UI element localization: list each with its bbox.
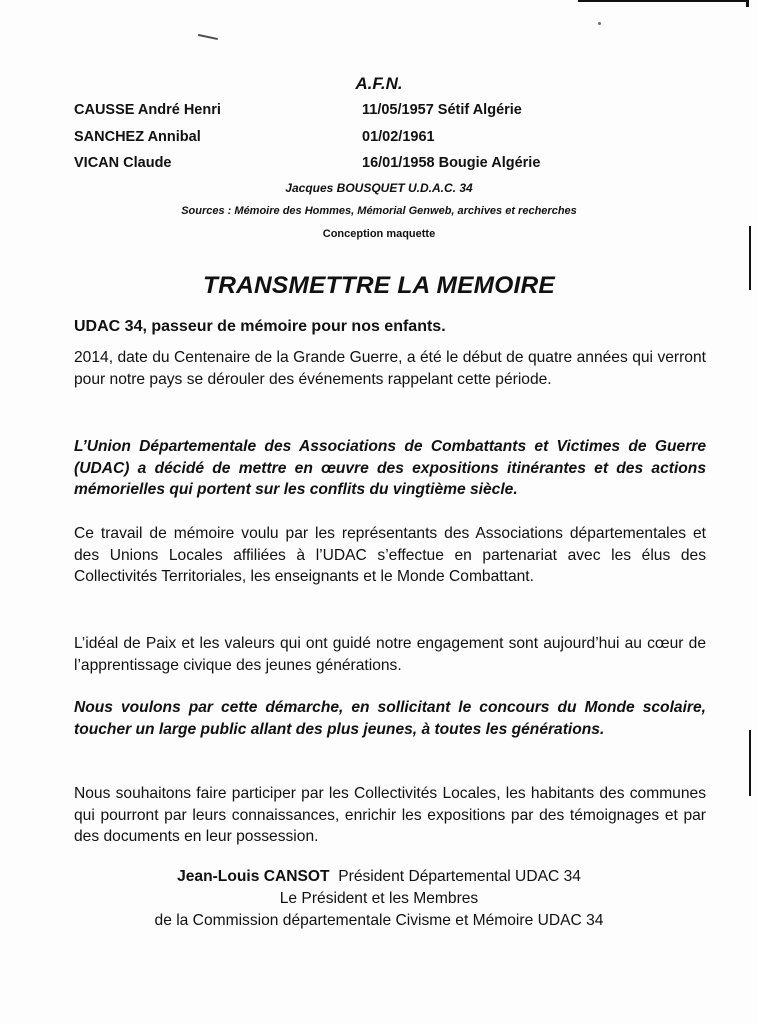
signature-line-3: de la Commission départementale Civisme et Mémoire UDAC 34 bbox=[154, 912, 604, 929]
signature-line-1 bbox=[0, 866, 758, 888]
person-info-2: 01/02/1961 bbox=[362, 129, 435, 145]
person-name-2: SANCHEZ Annibal bbox=[74, 129, 201, 145]
person-info-3: 16/01/1958 Bougie Algérie bbox=[362, 155, 541, 171]
paragraph-6: Nous souhaitons faire participer par les Collectivités Locales, les habitants des communes qui pourront par leurs connaissances, enrichir les expositions par des témoignages et par des documents en leur possession. bbox=[74, 785, 706, 845]
design-credit: Conception maquette bbox=[322, 228, 436, 240]
scan-mark-margin-2 bbox=[749, 730, 751, 796]
section-title: A.F.N. bbox=[355, 74, 403, 93]
sources-credit: Sources : Mémoire des Hommes, Mémorial Genweb, archives et recherches bbox=[181, 205, 577, 217]
paragraph-3: Ce travail de mémoire voulu par les représentants des Associations départementales et des Unions Locales affiliées à l’UDAC s’effectue en partenariat avec les élus des Collectivités Territoriales, les enseignants et le Monde Combattant. bbox=[74, 525, 706, 585]
signature-line-2: Le Président et les Membres bbox=[279, 890, 479, 907]
page-title: TRANSMETTRE LA MEMOIRE bbox=[203, 272, 555, 299]
paragraph-2: L’Union Départementale des Associations de Combattants et Victimes de Guerre (UDAC) a décidé de mettre en œuvre des expositions itinérantes et des actions mémorielles qui portent sur les conflits du vingtième siècle. bbox=[74, 438, 706, 498]
scan-mark-stroke bbox=[198, 34, 218, 40]
scan-mark-dot bbox=[598, 22, 601, 25]
scan-mark-top-corner bbox=[746, 0, 749, 7]
person-name-1: CAUSSE André Henri bbox=[74, 102, 221, 118]
person-name-3: VICAN Claude bbox=[74, 155, 172, 171]
paragraph-4: L’idéal de Paix et les valeurs qui ont guidé notre engagement sont aujourd’hui au cœur de l’apprentissage civique des jeunes générations. bbox=[74, 635, 706, 674]
signature-name: Jean-Louis CANSOT bbox=[177, 868, 330, 885]
lead-text: UDAC 34, passeur de mémoire pour nos enfants. bbox=[74, 318, 446, 335]
paragraph-5: Nous voulons par cette démarche, en sollicitant le concours du Monde scolaire, toucher un large public allant des plus jeunes, à toutes les générations. bbox=[74, 699, 706, 738]
author-credit: Jacques BOUSQUET U.D.A.C. 34 bbox=[285, 181, 473, 195]
person-info-1: 11/05/1957 Sétif Algérie bbox=[362, 102, 522, 118]
paragraph-1: 2014, date du Centenaire de la Grande Guerre, a été le début de quatre années qui verront pour notre pays se dérouler des événements rappelant cette période. bbox=[74, 349, 706, 388]
scan-mark-top bbox=[578, 0, 748, 2]
signature-block bbox=[0, 866, 758, 932]
signature-role: Président Départemental UDAC 34 bbox=[338, 868, 581, 885]
